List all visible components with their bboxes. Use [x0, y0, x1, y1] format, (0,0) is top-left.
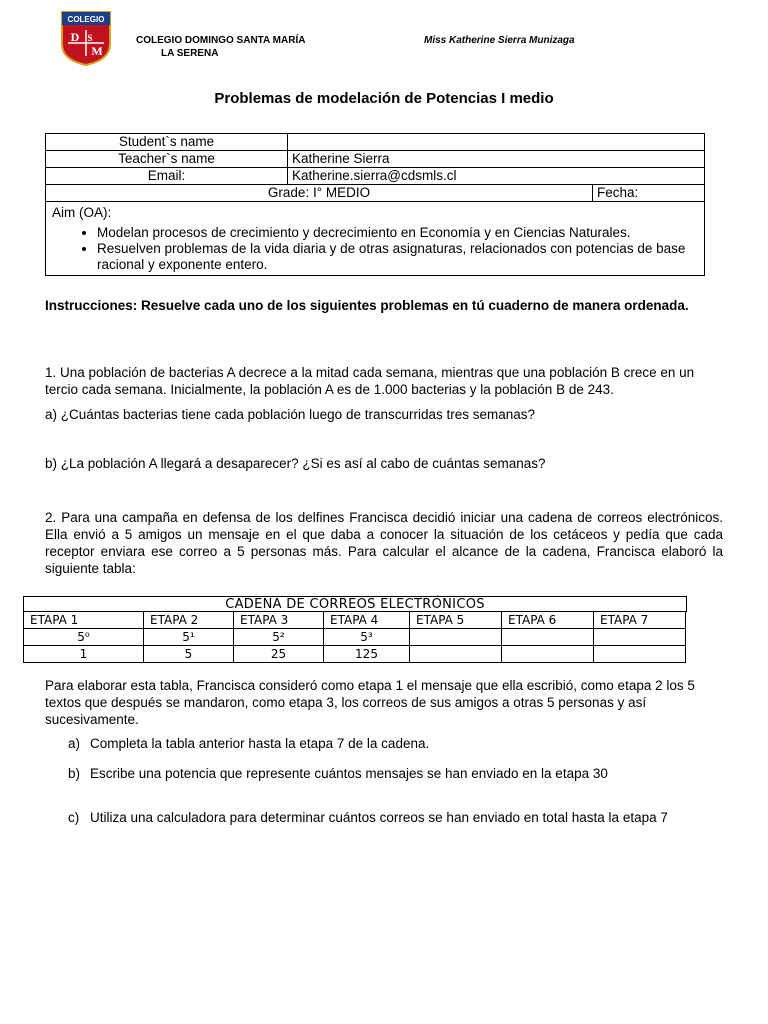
question-tag: b) — [68, 766, 81, 781]
chain-value-cell: 5 — [144, 646, 234, 663]
chain-header-cell: ETAPA 1 — [24, 612, 144, 629]
fecha-label: Fecha: — [593, 185, 705, 202]
chain-value-row — [24, 646, 686, 663]
chain-value-cell: 1 — [24, 646, 144, 663]
chain-power-cell[interactable] — [410, 629, 502, 646]
logo-letter-m: M — [91, 44, 103, 58]
email-value: Katherine.sierra@cdsmls.cl — [288, 168, 705, 185]
school-name: COLEGIO DOMINGO SANTA MARÍA — [136, 35, 306, 46]
chain-header-cell: ETAPA 4 — [324, 612, 410, 629]
chain-header-cell: ETAPA 3 — [234, 612, 324, 629]
page-title: Problemas de modelación de Potencias I medio — [214, 90, 554, 107]
grade-row — [46, 185, 705, 202]
chain-header-cell: ETAPA 5 — [410, 612, 502, 629]
chain-power-cell[interactable] — [502, 629, 594, 646]
chain-power-row — [24, 629, 686, 646]
chain-power-cell: 5² — [234, 629, 324, 646]
aim-cell — [46, 202, 705, 276]
logo-label: COLEGIO — [67, 15, 105, 24]
chain-value-cell: 125 — [324, 646, 410, 663]
email-row — [46, 168, 705, 185]
aim-item: • Resuelven problemas de la vida diaria y de otras asignaturas, relacionados con potencias de base racional y exponente entero. — [97, 241, 698, 273]
chain-header-cell: ETAPA 6 — [502, 612, 594, 629]
chain-power-cell: 5³ — [324, 629, 410, 646]
chain-table-title: CADENA DE CORREOS ELECTRÓNICOS — [23, 596, 687, 612]
chain-value-cell[interactable] — [502, 646, 594, 663]
chain-header-row — [24, 612, 686, 629]
school-logo — [60, 10, 112, 66]
chain-power-cell: 5⁰ — [24, 629, 144, 646]
logo-letter-d: D — [70, 30, 80, 44]
aim-item: • Modelan procesos de crecimiento y decrecimiento en Economía y en Ciencias Naturales. — [97, 225, 698, 241]
problem-2-question-a — [68, 735, 723, 752]
chain-value-cell[interactable] — [594, 646, 686, 663]
chain-power-cell[interactable] — [594, 629, 686, 646]
question-text: Utiliza una calculadora para determinar cuántos correos se han enviado en total hasta la etapa 7 — [90, 810, 668, 825]
problem-2-question-b — [68, 765, 723, 782]
question-text: Escribe una potencia que represente cuántos mensajes se han enviado en la etapa 30 — [90, 766, 608, 781]
problem-1-question-b: b) ¿La población A llegará a desaparecer? ¿Si es así al cabo de cuántas semanas? — [45, 456, 546, 471]
problem-2-explanation: Para elaborar esta tabla, Francisca consideró como etapa 1 el mensaje que ella escribió, como etapa 2 los 5 textos que después se mandaron, como etapa 3, los correos de sus amigos a otras 5 personas y así sucesivamente. — [45, 678, 695, 727]
email-label: Email: — [46, 168, 288, 185]
aim-row — [46, 202, 705, 276]
school-crest-icon — [60, 10, 112, 66]
aim-label: Aim (OA): — [52, 205, 112, 220]
problem-1-text: 1. Una población de bacterias A decrece a la mitad cada semana, mientras que una población B crece en un tercio cada semana. Inicialmente, la población A es de 1.000 bacterias y la población B de 243. — [45, 365, 695, 397]
aim-list — [52, 225, 698, 273]
student-row — [46, 134, 705, 151]
chain-header-cell: ETAPA 2 — [144, 612, 234, 629]
problem-1-question-a: a) ¿Cuántas bacterias tiene cada población luego de transcurridas tres semanas? — [45, 407, 536, 422]
chain-header-cell: ETAPA 7 — [594, 612, 686, 629]
teacher-row — [46, 151, 705, 168]
problem-2-question-c — [68, 809, 723, 826]
student-name-label: Student`s name — [46, 134, 288, 151]
student-info-table — [45, 133, 705, 276]
school-city: LA SERENA — [161, 48, 219, 59]
student-name-field[interactable] — [288, 134, 705, 151]
instructions: Instrucciones: Resuelve cada uno de los siguientes problemas en tú cuaderno de manera ordenada. — [45, 298, 689, 313]
chain-value-cell[interactable] — [410, 646, 502, 663]
chain-power-cell: 5¹ — [144, 629, 234, 646]
teacher-header: Miss Katherine Sierra Munizaga — [424, 35, 575, 46]
question-tag: c) — [68, 810, 80, 825]
teacher-name-value: Katherine Sierra — [288, 151, 705, 168]
chain-value-cell: 25 — [234, 646, 324, 663]
grade-label: Grade: I° MEDIO — [46, 185, 593, 202]
question-text: Completa la tabla anterior hasta la etapa 7 de la cadena. — [90, 736, 430, 751]
logo-letter-s: S — [87, 33, 93, 43]
question-tag: a) — [68, 736, 81, 751]
teacher-name-label: Teacher`s name — [46, 151, 288, 168]
email-chain-table — [23, 611, 686, 663]
problem-2-text: 2. Para una campaña en defensa de los delfines Francisca decidió iniciar una cadena de correos electrónicos. Ella envió a 5 amigos un mensaje en el que daba a conocer la situación de los cetáceos y pedía que cada receptor enviara ese correo a 5 personas más. Para calcular el alcance de la cadena, Francisca elaboró la siguiente tabla: — [45, 510, 723, 576]
